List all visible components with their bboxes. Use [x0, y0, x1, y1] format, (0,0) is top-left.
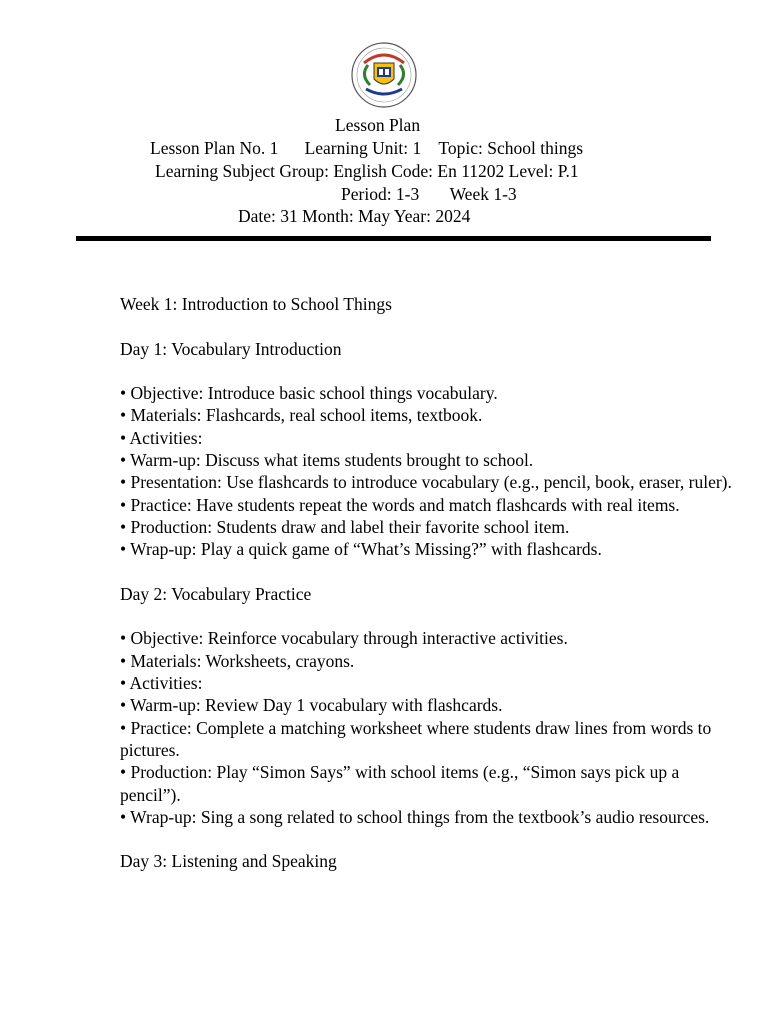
header-line-period: Period: 1-3 Week 1-3: [341, 184, 517, 204]
day1-item: • Production: Students draw and label their favorite school item.: [120, 516, 570, 537]
day1-item: • Objective: Introduce basic school things vocabulary.: [120, 383, 498, 404]
day2-item: • Materials: Worksheets, crayons.: [120, 650, 355, 671]
header-line-lesson: Lesson Plan No. 1 Learning Unit: 1 Topic: School things: [150, 138, 584, 158]
day1-item: • Warm-up: Discuss what items students brought to school.: [120, 450, 534, 471]
day1-item: • Wrap-up: Play a quick game of “What’s Missing?” with flashcards.: [120, 539, 602, 560]
day1-item: • Practice: Have students repeat the words and match flashcards with real items.: [120, 494, 680, 515]
lesson-body: [120, 293, 740, 873]
header-divider: [76, 236, 711, 241]
day1-heading: Day 1: Vocabulary Introduction: [120, 338, 342, 359]
day2-item: • Wrap-up: Sing a song related to school things from the textbook’s audio resources.: [120, 806, 710, 827]
school-logo: [350, 41, 418, 109]
day1-item: • Activities:: [120, 427, 203, 448]
day2-item: • Objective: Reinforce vocabulary through interactive activities.: [120, 628, 568, 649]
header-line-date: Date: 31 Month: May Year: 2024: [238, 206, 471, 226]
day2-item: • Practice: Complete a matching worksheet where students draw lines from words to pictures.: [120, 717, 712, 760]
doc-title: Lesson Plan: [335, 115, 421, 135]
day3-heading: Day 3: Listening and Speaking: [120, 851, 337, 872]
day2-heading: Day 2: Vocabulary Practice: [120, 583, 312, 604]
day1-item: • Materials: Flashcards, real school items, textbook.: [120, 405, 483, 426]
week1-heading: Week 1: Introduction to School Things: [120, 294, 392, 314]
header-line-subject: Learning Subject Group: English Code: En 11202 Level: P.1: [155, 161, 579, 181]
day2-item: • Activities:: [120, 673, 203, 694]
day2-item: • Production: Play “Simon Says” with school items (e.g., “Simon says pick up a pencil”).: [120, 762, 680, 805]
day1-item: • Presentation: Use flashcards to introduce vocabulary (e.g., pencil, book, eraser, ruler).: [120, 472, 732, 493]
day2-item: • Warm-up: Review Day 1 vocabulary with flashcards.: [120, 695, 503, 716]
